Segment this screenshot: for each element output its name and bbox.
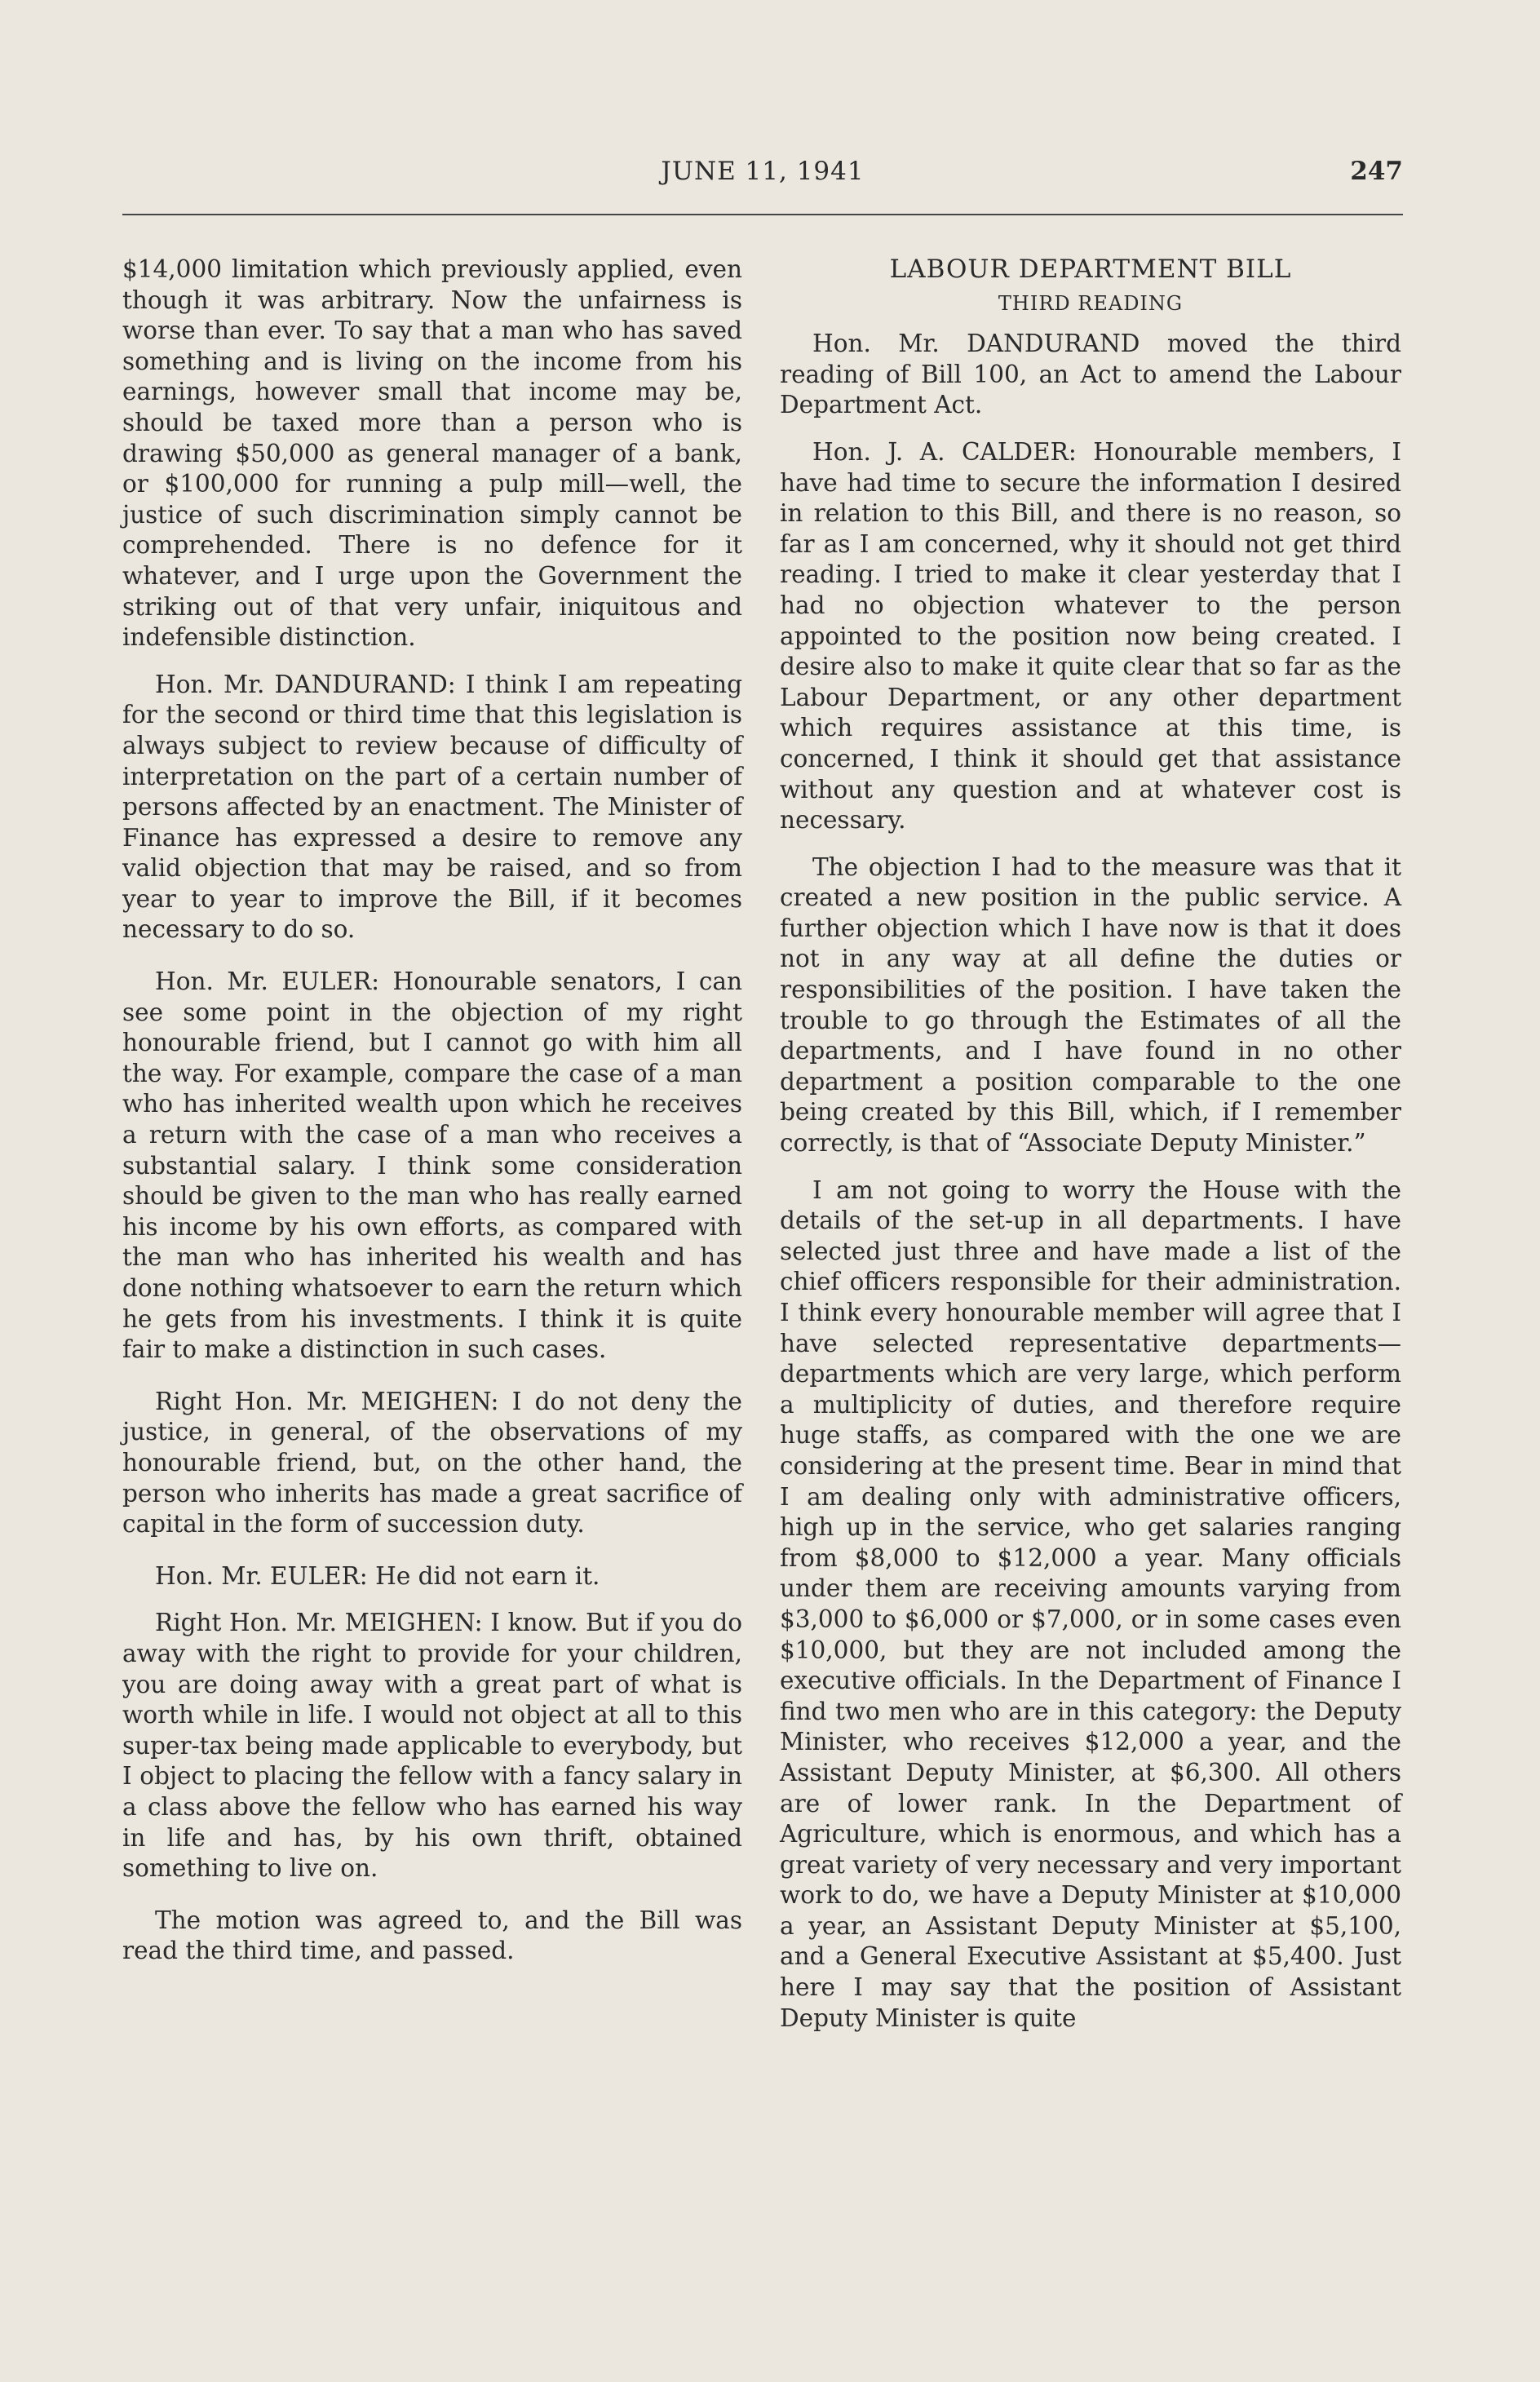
section-title: LABOUR DEPARTMENT BILL [889,255,1292,284]
header-date: JUNE 11, 1941 [661,157,865,186]
header-rule [122,214,1403,215]
paragraph: Hon. Mr. EULER: He did not earn it. [155,1561,600,1590]
paragraph: Hon. Mr. DANDURAND: I think I am repeating for the second or third time that this legislation is always subject to review because of difficulty of interpretation on the part of a certain number of persons affected by an enactment. The Minister of Finance has expressed a desire to remove any valid objection that may be raised, and so from year to year to improve the Bill, if it becomes necessary to do so. [122,670,742,944]
paragraph: Hon. J. A. CALDER: Honourable members, I have had time to secure the information I desired in relation to this Bill, and there is no reason, so far as I am concerned, why it should not get third reading. I tried to make it clear yesterday that I had no objection whatever to the person appointed to the position now being created. I desire also to make it quite clear that so far as the Labour Department, or any other department which requires assistance at this time, is concerned, I think it should get that assistance without any question and at whatever cost is necessary. [780,437,1401,835]
paragraph: I am not going to worry the House with the details of the set-up in all departments. I have selected just three and have made a list of the chief officers responsible for their administration. I think every honourable member will agree that I have selected representative departments— departments which are very large, which perform a multiplicity of duties, and therefore require huge staffs, as compared with the one we are considering at the present time. Bear in mind that I am dealing only with administrative officers, high up in the service, who get salaries ranging from $8,000 to $12,000 a year. Many officials under them are receiving amounts varying from $3,000 to $6,000 or $7,000, or in some cases even $10,000, but they are not included among the executive officials. In the Department of Finance I find two men who are in this category: the Deputy Minister, who receives $12,000 a year, and the Assistant Deputy Minister, at $6,300. All others are of lower rank. In the Department of Agriculture, which is enormous, and which has a great variety of very necessary and very important work to do, we have a Deputy Minister at $10,000 a year, an Assistant Deputy Minister at $5,100, and a General Executive Assistant at $5,400. Just here I may say that the position of Assistant Deputy Minister is quite [780,1176,1401,2032]
paragraph: The objection I had to the measure was that it created a new position in the public service. A further objection which I have now is that it does not in any way at all define the duties or responsibilities of the position. I have taken the trouble to go through the Estimates of all the departments, and I have found in no other department a position comparable to the one being created by this Bill, which, if I remember correctly, is that of “Associate Deputy Minister.” [780,852,1401,1158]
right-column [780,255,1401,2050]
paragraph: $14,000 limitation which previously applied, even though it was arbitrary. Now the unfairness is worse than ever. To say that a man who has saved something and is living on the income from his earnings, however small that income may be, should be taxed more than a person who is drawing $50,000 as general manager of a bank, or $100,000 for running a pulp mill—well, the justice of such discrimination simply cannot be comprehended. There is no defence for it whatever, and I urge upon the Government the striking out of that very unfair, iniquitous and indefensible distinction. [122,255,742,652]
page-header [122,157,1403,197]
section-subtitle: THIRD READING [998,291,1184,315]
page-number: 247 [1350,157,1403,186]
paragraph: Hon. Mr. EULER: Honourable senators, I can see some point in the objection of my right honourable friend, but I cannot go with him all the way. For example, compare the case of a man who has inherited wealth upon which he receives a return with the case of a man who receives a substantial salary. I think some consideration should be given to the man who has really earned his income by his own efforts, as compared with the man who has inherited his wealth and has done nothing whatsoever to earn the return which he gets from his investments. I think it is quite fair to make a distinction in such cases. [122,967,742,1364]
left-column [122,255,742,1983]
paragraph: Right Hon. Mr. MEIGHEN: I do not deny the justice, in general, of the observations of my honourable friend, but, on the other hand, the person who inherits has made a great sacrifice of capital in the form of succession duty. [122,1387,742,1539]
paragraph: The motion was agreed to, and the Bill was read the third time, and passed. [122,1906,742,1965]
paragraph: Hon. Mr. DANDURAND moved the third reading of Bill 100, an Act to amend the Labour Department Act. [780,330,1401,419]
paragraph: Right Hon. Mr. MEIGHEN: I know. But if you do away with the right to provide for your children, you are doing away with a great part of what is worth while in life. I would not object at all to this super-tax being made applicable to everybody, but I object to placing the fellow with a fancy salary in a class above the fellow who has earned his way in life and has, by his own thrift, obtained something to live on. [122,1609,742,1883]
